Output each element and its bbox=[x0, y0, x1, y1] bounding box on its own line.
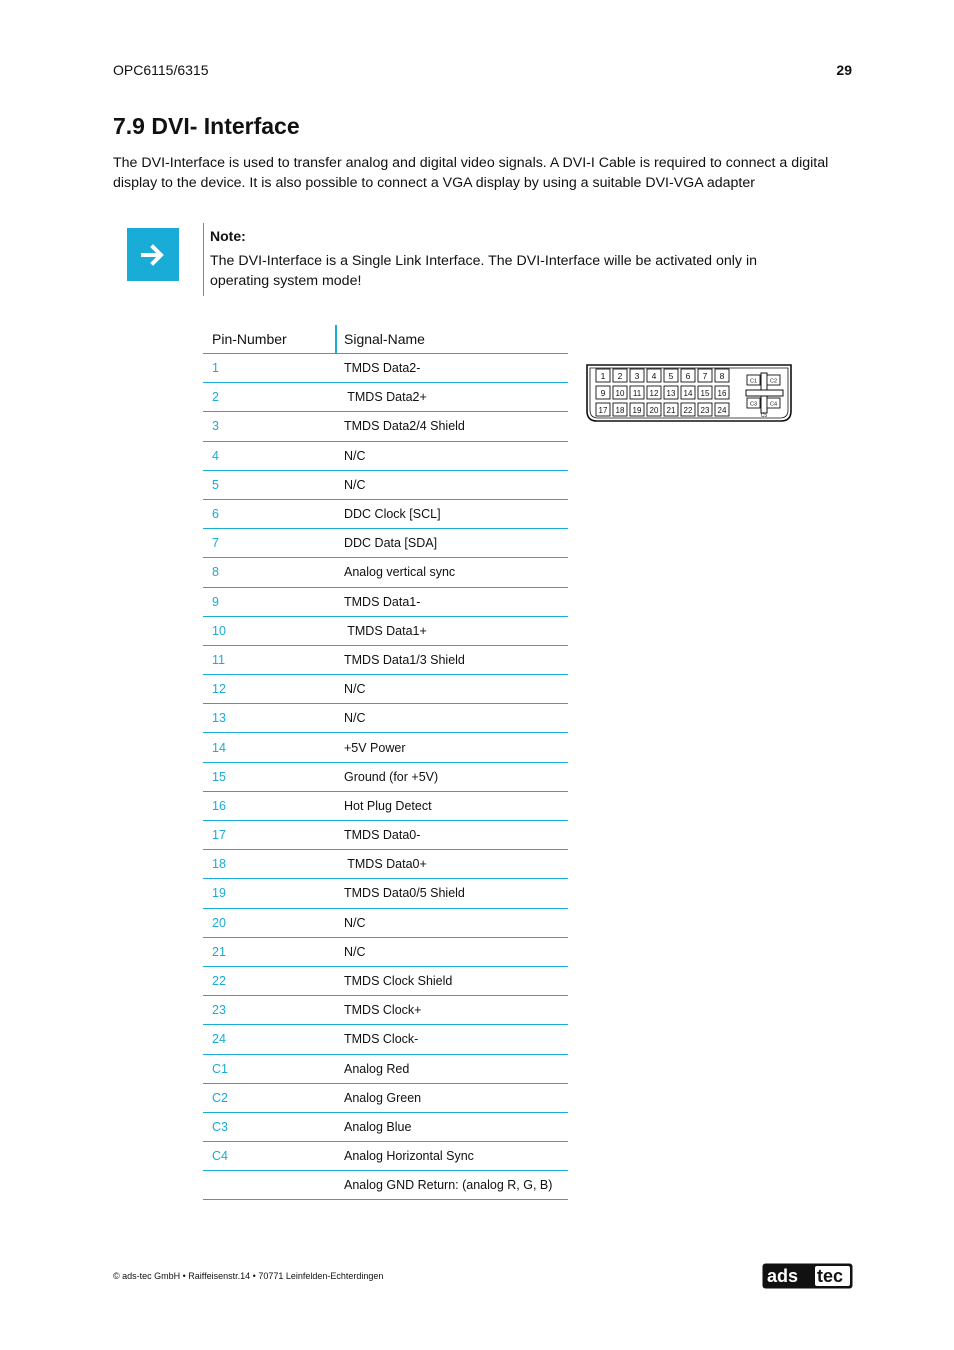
signal-name-cell: TMDS Data2/4 Shield bbox=[336, 412, 568, 441]
signal-name-cell: N/C bbox=[336, 908, 568, 937]
table-row bbox=[203, 996, 568, 1025]
pin-number-cell: 6 bbox=[203, 499, 336, 528]
connector-pin-label: 9 bbox=[600, 388, 606, 398]
pin-number-cell: 10 bbox=[203, 616, 336, 645]
dvi-connector-diagram bbox=[585, 363, 793, 423]
pin-number-cell: 5 bbox=[203, 470, 336, 499]
pin-number-cell: 13 bbox=[203, 704, 336, 733]
analog-pin-label: C5 bbox=[760, 413, 768, 419]
table-row bbox=[203, 499, 568, 528]
connector-pin bbox=[698, 369, 712, 382]
pin-number-cell: 22 bbox=[203, 966, 336, 995]
signal-name-cell: Analog Green bbox=[336, 1083, 568, 1112]
connector-pin-label: 12 bbox=[649, 389, 659, 398]
signal-name-cell: N/C bbox=[336, 704, 568, 733]
table-row bbox=[203, 937, 568, 966]
pin-number-cell: C3 bbox=[203, 1112, 336, 1141]
table-row bbox=[203, 1142, 568, 1171]
connector-pin-label: 1 bbox=[600, 371, 606, 381]
pin-number-cell: 19 bbox=[203, 879, 336, 908]
svg-text:tec: tec bbox=[817, 1266, 844, 1286]
table-body bbox=[203, 354, 568, 1200]
signal-name-cell: N/C bbox=[336, 470, 568, 499]
table-row bbox=[203, 470, 568, 499]
table-row bbox=[203, 529, 568, 558]
signal-name-cell: TMDS Data0- bbox=[336, 821, 568, 850]
connector-pin-label: 16 bbox=[717, 389, 727, 398]
connector-pin bbox=[681, 369, 695, 382]
connector-pin bbox=[698, 403, 712, 416]
pin-number-cell: 3 bbox=[203, 412, 336, 441]
table-row bbox=[203, 1112, 568, 1141]
analog-pin bbox=[767, 375, 780, 385]
analog-pin bbox=[747, 398, 760, 408]
signal-name-cell: TMDS Data2- bbox=[336, 354, 568, 383]
connector-pin bbox=[596, 403, 610, 416]
pin-number-cell: C4 bbox=[203, 1142, 336, 1171]
table-row bbox=[203, 645, 568, 674]
connector-pin bbox=[613, 403, 627, 416]
signal-name-cell: N/C bbox=[336, 937, 568, 966]
analog-pin-label: C4 bbox=[769, 401, 778, 408]
connector-pin bbox=[681, 403, 695, 416]
analog-pin-label: C1 bbox=[749, 378, 758, 385]
connector-pin-label: 15 bbox=[700, 389, 710, 398]
pin-number-cell: 12 bbox=[203, 675, 336, 704]
pin-number-cell: 15 bbox=[203, 762, 336, 791]
table-row bbox=[203, 762, 568, 791]
connector-pin bbox=[630, 403, 644, 416]
pin-number-cell: C1 bbox=[203, 1054, 336, 1083]
signal-name-cell: TMDS Data1/3 Shield bbox=[336, 645, 568, 674]
pin-number-cell: 8 bbox=[203, 558, 336, 587]
signal-name-cell: TMDS Clock- bbox=[336, 1025, 568, 1054]
signal-name-cell: +5V Power bbox=[336, 733, 568, 762]
note-label: Note: bbox=[210, 228, 246, 244]
pin-number-cell: 4 bbox=[203, 441, 336, 470]
connector-pin bbox=[596, 386, 610, 399]
connector-pin-label: 4 bbox=[651, 371, 657, 381]
signal-name-cell: N/C bbox=[336, 441, 568, 470]
connector-pin-label: 20 bbox=[649, 406, 659, 415]
pin-number-cell: 11 bbox=[203, 645, 336, 674]
table-row bbox=[203, 675, 568, 704]
pin-number-cell: 21 bbox=[203, 937, 336, 966]
table-row bbox=[203, 821, 568, 850]
signal-name-cell: TMDS Clock+ bbox=[336, 996, 568, 1025]
table-row bbox=[203, 704, 568, 733]
signal-name-cell: TMDS Data0/5 Shield bbox=[336, 879, 568, 908]
connector-pin-label: 8 bbox=[719, 371, 725, 381]
signal-name-cell: TMDS Data2+ bbox=[336, 383, 568, 412]
signal-name-cell: N/C bbox=[336, 675, 568, 704]
signal-name-cell: DDC Data [SDA] bbox=[336, 529, 568, 558]
pin-number-cell: 9 bbox=[203, 587, 336, 616]
connector-pin-label: 13 bbox=[666, 389, 676, 398]
table-row bbox=[203, 558, 568, 587]
footer-text: © ads-tec GmbH • Raiffeisenstr.14 • 70771 Leinfelden-Echterdingen bbox=[113, 1271, 384, 1281]
analog-pin bbox=[767, 398, 780, 408]
connector-pin-label: 11 bbox=[632, 389, 642, 398]
table-row bbox=[203, 791, 568, 820]
signal-name-cell: Analog vertical sync bbox=[336, 558, 568, 587]
pin-number-cell: 18 bbox=[203, 850, 336, 879]
pin-number-cell: C2 bbox=[203, 1083, 336, 1112]
pin-number-cell: 17 bbox=[203, 821, 336, 850]
table-row bbox=[203, 587, 568, 616]
analog-pin-label: C2 bbox=[769, 378, 778, 385]
connector-pin-label: 21 bbox=[666, 406, 676, 415]
connector-pin-label: 3 bbox=[634, 371, 640, 381]
analog-pin bbox=[747, 375, 760, 385]
pin-number-cell: 24 bbox=[203, 1025, 336, 1054]
ads-tec-logo bbox=[762, 1263, 853, 1289]
signal-name-cell: TMDS Data0+ bbox=[336, 850, 568, 879]
connector-pin bbox=[664, 369, 678, 382]
arrow-right-icon bbox=[127, 228, 179, 281]
connector-pin bbox=[613, 369, 627, 382]
table-row bbox=[203, 850, 568, 879]
intro-paragraph: The DVI-Interface is used to transfer analog and digital video signals. A DVI-I Cable is required to connect a digital display to the device. It is also possible to connect a VGA display by using a suitable DVI-VGA adapter bbox=[113, 155, 829, 191]
table-header-row bbox=[203, 325, 568, 354]
table-row bbox=[203, 879, 568, 908]
table-row bbox=[203, 412, 568, 441]
connector-pin-label: 18 bbox=[615, 406, 625, 415]
document-id: OPC6115/6315 bbox=[113, 62, 209, 78]
connector-pin bbox=[596, 369, 610, 382]
section-title: 7.9 DVI- Interface bbox=[113, 113, 300, 139]
connector-pin bbox=[647, 403, 661, 416]
pin-number-cell: 23 bbox=[203, 996, 336, 1025]
analog-pin bbox=[761, 413, 768, 419]
table-row bbox=[203, 966, 568, 995]
connector-pin bbox=[613, 386, 627, 399]
signal-name-cell: TMDS Data1- bbox=[336, 587, 568, 616]
connector-pin-label: 7 bbox=[702, 371, 708, 381]
connector-pin-label: 6 bbox=[685, 371, 691, 381]
table-row bbox=[203, 441, 568, 470]
connector-pin-label: 10 bbox=[615, 389, 625, 398]
table-row bbox=[203, 354, 568, 383]
table-row bbox=[203, 1083, 568, 1112]
signal-name-cell: Hot Plug Detect bbox=[336, 791, 568, 820]
connector-pin-label: 24 bbox=[717, 406, 727, 415]
pin-number-cell: 20 bbox=[203, 908, 336, 937]
connector-pin-label: 19 bbox=[632, 406, 642, 415]
pin-number-cell: 16 bbox=[203, 791, 336, 820]
pin-assignment-table bbox=[203, 325, 568, 1200]
signal-name-cell: Analog Red bbox=[336, 1054, 568, 1083]
connector-pin-label: 17 bbox=[598, 406, 608, 415]
signal-name-cell: TMDS Clock Shield bbox=[336, 966, 568, 995]
connector-pin bbox=[647, 369, 661, 382]
signal-name-cell: Analog GND Return: (analog R, G, B) bbox=[336, 1171, 568, 1200]
table-row bbox=[203, 616, 568, 645]
pin-number-cell: 14 bbox=[203, 733, 336, 762]
table-row bbox=[203, 1025, 568, 1054]
connector-pin bbox=[715, 369, 729, 382]
pin-number-cell: 2 bbox=[203, 383, 336, 412]
connector-pin bbox=[630, 386, 644, 399]
connector-pin-label: 5 bbox=[668, 371, 674, 381]
table-row bbox=[203, 1171, 568, 1200]
pin-number-cell bbox=[203, 1171, 336, 1200]
connector-pin-label: 22 bbox=[683, 406, 693, 415]
signal-name-cell: Analog Blue bbox=[336, 1112, 568, 1141]
table-row bbox=[203, 383, 568, 412]
connector-pin-label: 14 bbox=[683, 389, 693, 398]
connector-pin bbox=[681, 386, 695, 399]
connector-pin bbox=[664, 386, 678, 399]
signal-name-cell: Analog Horizontal Sync bbox=[336, 1142, 568, 1171]
column-header-signal: Signal-Name bbox=[336, 325, 568, 354]
svg-text:ads: ads bbox=[767, 1266, 799, 1286]
connector-pin bbox=[715, 386, 729, 399]
signal-name-cell: TMDS Data1+ bbox=[336, 616, 568, 645]
connector-pin-label: 23 bbox=[700, 406, 710, 415]
table-row bbox=[203, 1054, 568, 1083]
connector-pin bbox=[698, 386, 712, 399]
column-header-pin: Pin-Number bbox=[203, 325, 336, 354]
table-row bbox=[203, 908, 568, 937]
note-divider bbox=[203, 223, 204, 296]
analog-pin-label: C3 bbox=[749, 401, 758, 408]
connector-pin-label: 2 bbox=[617, 371, 623, 381]
connector-pin bbox=[664, 403, 678, 416]
signal-name-cell: DDC Clock [SCL] bbox=[336, 499, 568, 528]
note-text: The DVI-Interface is a Single Link Interface. The DVI-Interface wille be activated only in operating system mode! bbox=[210, 253, 758, 289]
table-row bbox=[203, 733, 568, 762]
pin-number-cell: 7 bbox=[203, 529, 336, 558]
connector-pin bbox=[715, 403, 729, 416]
connector-pin bbox=[647, 386, 661, 399]
signal-name-cell: Ground (for +5V) bbox=[336, 762, 568, 791]
page-number: 29 bbox=[836, 62, 852, 78]
connector-pin bbox=[630, 369, 644, 382]
pin-number-cell: 1 bbox=[203, 354, 336, 383]
